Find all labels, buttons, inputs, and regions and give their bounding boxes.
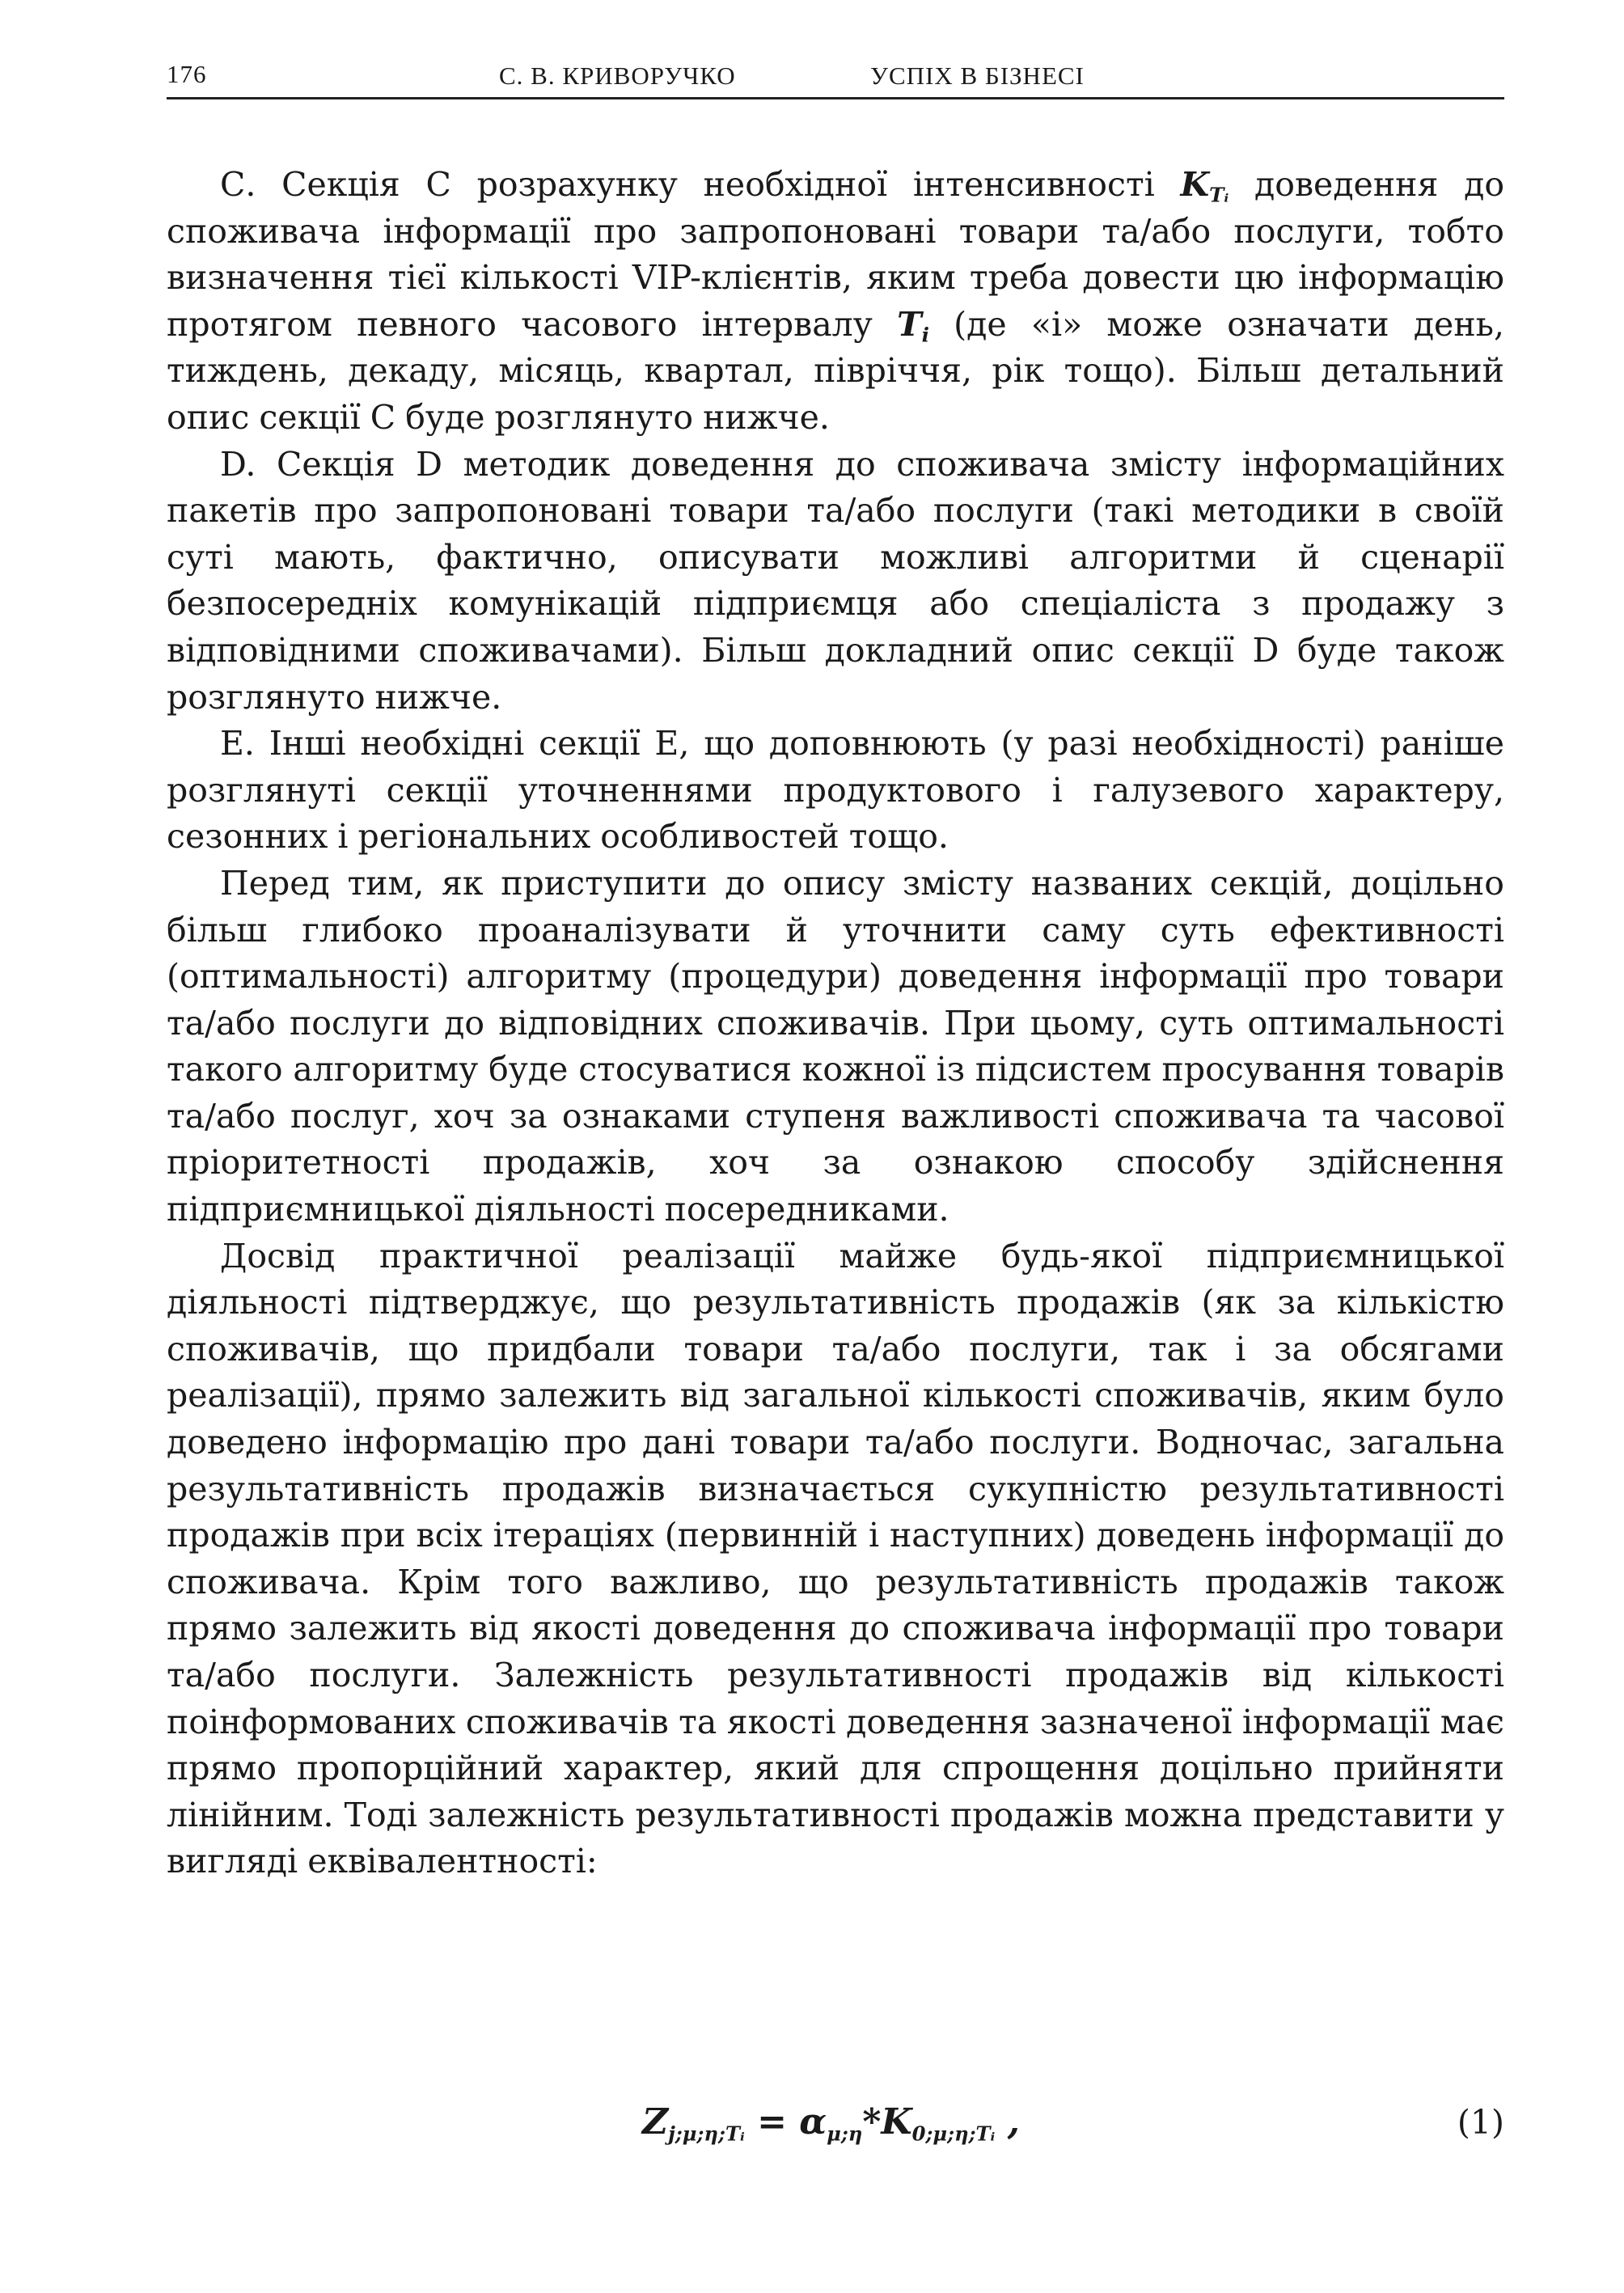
paragraph-text: С. Секція С розрахунку необхідної інтенсивності: [220, 165, 1181, 204]
equation-k: K: [881, 2101, 912, 2143]
header-author: С. В. КРИВОРУЧКО: [499, 61, 736, 90]
header-book-title: УСПІХ В БІЗНЕСІ: [870, 61, 1085, 90]
body-text: [167, 162, 1504, 1885]
variable-base: K: [1180, 165, 1210, 204]
equation-alpha-subscript: μ;η: [827, 2122, 863, 2146]
paragraph-text: (де «і» може означати день, тиждень, декаду, місяць, квартал, півріччя, рік тощо). Більш детальний опис секції С буде розглянуто нижче.: [167, 304, 1505, 437]
equation-1: [167, 2101, 1504, 2158]
equation-equals: =: [744, 2101, 800, 2143]
variable-subscript: Tᵢ: [1209, 183, 1229, 207]
variable-subscript: i: [921, 323, 929, 347]
equation-lhs: Z: [642, 2101, 669, 2143]
equation-lhs-subscript: j;μ;η;Tᵢ: [668, 2122, 745, 2146]
interval-variable: [897, 304, 929, 347]
page-number: 176: [167, 60, 207, 88]
equation-alpha: α: [799, 2101, 827, 2143]
paragraph-experience: Досвід практичної реалізації майже будь-якої підприємницької діяльності підтверджує, що результативність продажів (як за кількістю споживачів, що придбали товари та/або послуги, так і за обсягами реалізації), прямо залежить від загальної кількості споживачів, яким було доведено інформацію про дані товари та/або послуги. Водночас, загальна результативність продажів визначається сукупністю результативності продажів при всіх ітераціях (первинній і наступних) доведень інформації до споживача. Крім того важливо, що результативність продажів також прямо залежить від якості доведення до споживача інформації про товари та/або послуги. Залежність результативності продажів від кількості поінформованих споживачів та якості доведення зазначеної інформації має прямо пропорційний характер, який для спрощення доцільно прийняти лінійним. Тоді залежність результативності продажів можна представити у вигляді еквівалентності:: [167, 1236, 1504, 1881]
variable-base: T: [897, 304, 922, 344]
paragraph-section-c: [167, 162, 1504, 442]
paragraph-text: доведення до споживача інформації про запропоновані товари та/або послуги, тобто визначення тієї кількості VIP-клієнтів, яким треба довести цю інформацію протягом певного часового інтервалу: [167, 165, 1505, 344]
paragraph-section-e: Е. Інші необхідні секції Е, що доповнюють (у разі необхідності) раніше розглянуті секції уточненнями продуктового і галузевого характеру, сезонних і регіональних особливостей тощо.: [167, 724, 1504, 857]
running-header: [167, 53, 1504, 99]
header-rule: [167, 97, 1504, 99]
equation-comma: ,: [995, 2101, 1020, 2143]
equation-k-subscript: 0;μ;η;Tᵢ: [911, 2122, 996, 2146]
equation-formula: [642, 2101, 1020, 2146]
intensity-variable: [1180, 165, 1229, 207]
paragraph-efficiency: Перед тим, як приступити до опису змісту названих секцій, доцільно більш глибоко проаналізувати й уточнити саму суть ефективності (оптимальності) алгоритму (процедури) доведення інформації про товари та/або послуги до відповідних споживачів. При цьому, суть оптимальності такого алгоритму буде стосуватися кожної із підсистем просування товарів та/або послуг, хоч за ознаками ступеня важливості споживача та часової пріоритетності продажів, хоч за ознакою способу здійснення підприємницької діяльності посередниками.: [167, 863, 1504, 1229]
equation-times: *: [862, 2101, 882, 2143]
equation-number: (1): [1457, 2103, 1504, 2142]
paragraph-section-d: D. Секція D методик доведення до споживача змісту інформаційних пакетів про запропоновані товари та/або послуги (такі методики в своїй суті мають, фактично, описувати можливі алгоритми й сценарії безпосередніх комунікацій підприємця або спеціаліста з продажу з відповідними споживачами). Більш докладний опис секції D буде також розглянуто нижче.: [167, 444, 1504, 717]
